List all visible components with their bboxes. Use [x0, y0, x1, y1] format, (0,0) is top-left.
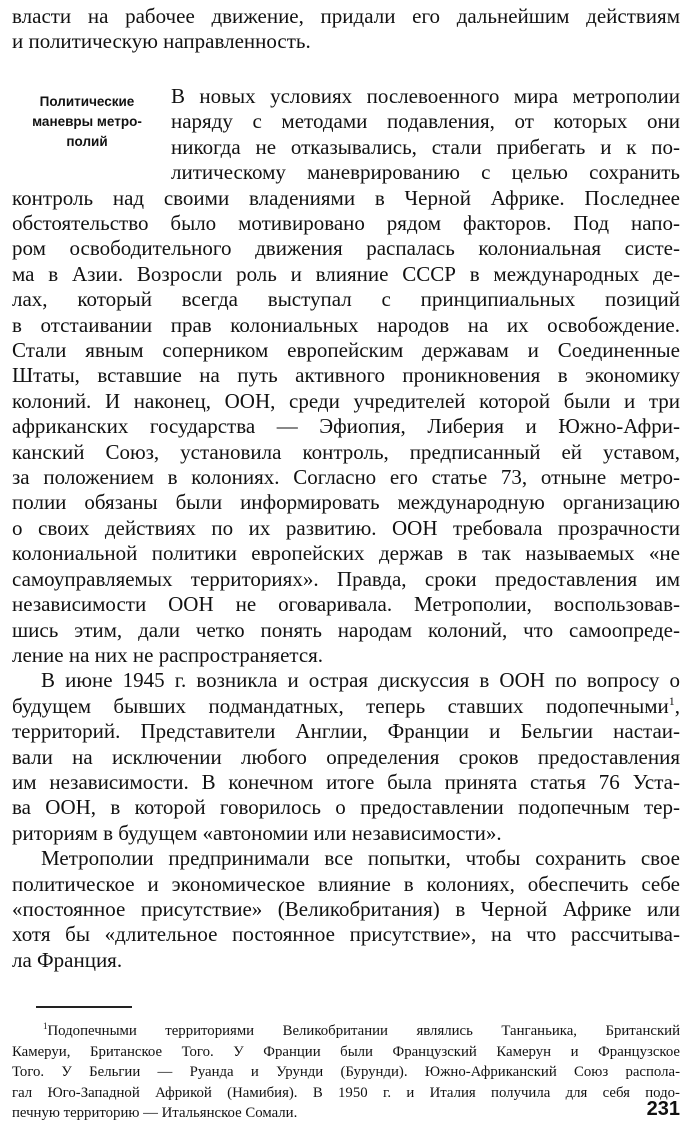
text-line: наряду с методами подавления, от которых они — [171, 109, 680, 134]
side-heading — [12, 92, 162, 152]
text-line: им независимости. В конечном итоге была принята статья 76 Уста- — [12, 769, 680, 794]
footnote-line: Того. У Бельгии — Руанда и Урунди (Бурунди). Южно-Африканский Союз распола- — [12, 1064, 680, 1081]
text-line: В июне 1945 г. возникла и острая дискуссия в ООН по вопросу о — [41, 668, 680, 693]
text-line: контроль над своими владениями в Черной Африке. Последнее — [12, 185, 680, 210]
footnote-text: Подопечными территориями Великобритании являлись Танганьика, Британский — [47, 1023, 680, 1039]
text-line: лах, который всегда выступал с принципиальных позиций — [12, 287, 680, 312]
page-number: 231 — [646, 1098, 680, 1120]
text-line: ла Франция. — [12, 947, 123, 972]
footnote-line — [12, 1016, 680, 1042]
main-text — [12, 186, 680, 974]
text-line: ление на них не распространяется. — [12, 642, 324, 667]
text-line: ма в Азии. Возросли роль и влияние СССР в международных де- — [12, 261, 680, 286]
text-line: колониальной политики европейских держав в так называемых «не — [12, 541, 680, 566]
side-heading-line: полий — [66, 134, 108, 149]
paragraph-postwar — [12, 186, 680, 669]
footnote-divider — [36, 1006, 132, 1008]
text-line: власти на рабочее движение, придали его дальнейшим действиям — [12, 4, 680, 28]
text-line: Штаты, вставшие на путь активного проникновения в экономику — [12, 363, 680, 388]
text-line: канский Союз, установила контроль, предписанный ей уставом, — [12, 439, 680, 464]
text-line: политическое и экономическое влияние в колониях, обеспечить себе — [12, 871, 680, 896]
text-line: полии обязаны были информировать международную организацию — [12, 490, 680, 515]
footnote-number: 1 — [43, 1021, 48, 1031]
footnote-line: печную территорию — Итальянское Сомали. — [12, 1105, 298, 1122]
paragraph-june-1945 — [12, 668, 680, 846]
paragraph-continued — [12, 4, 680, 55]
text-line: независимости ООН не оговаривала. Метрополии, воспользовав- — [12, 592, 680, 617]
text-line: никогда не отказывались, стали прибегать и к по- — [171, 134, 680, 159]
text-line-with-footnote: будущем бывших подмандатных, теперь ставших подопечными$^1$, — [12, 693, 680, 718]
text-line: обстоятельство было мотивировано рядом факторов. Под напо- — [12, 211, 680, 235]
text-line: риториям в будущем «автономии или независимости». — [12, 820, 502, 845]
footnote-line: гал Юго-Западной Африкой (Намибия). В 1950 г. и Италия получила для себя подо- — [12, 1084, 680, 1101]
text-line: литическому маневрированию с целью сохранить — [171, 160, 680, 185]
text-line: за положением в колониях. Согласно его статье 73, отныне метро- — [12, 465, 680, 490]
text-line: Стали явным соперником европейским державам и Соединенные — [12, 338, 680, 363]
text-line: «постоянное присутствие» (Великобритания) в Черной Африке или — [12, 896, 680, 921]
text-line: в отстаивании прав колониальных народов на их освобождение. — [12, 312, 680, 337]
text-line: и политическую направленность. — [12, 29, 311, 54]
text-line: ва ООН, в которой говорилось о предоставлении подопечным тер- — [12, 795, 680, 820]
paragraph-beside-heading — [171, 84, 680, 186]
text-line: Метрополии предпринимали все попытки, чтобы сохранить свое — [41, 846, 680, 871]
footnote-line: Камеруи, Британское Того. У Франции были Французский Камерун и Французское — [12, 1043, 680, 1060]
text-line: африканских государства — Эфиопия, Либерия и Южно-Афри- — [12, 414, 680, 439]
text-fragment: будущем бывших подмандатных, теперь ставших подопечными — [12, 693, 669, 718]
side-heading-line: Политические — [39, 94, 135, 109]
paragraph-metropolies — [12, 846, 680, 973]
side-heading-line: маневры метро- — [32, 114, 142, 129]
text-line: шись этим, дали четко понять народам колоний, что самоопреде- — [12, 617, 680, 642]
text-line: вали на исключении любого определения сроков предоставления — [12, 744, 680, 769]
text-line: территорий. Представители Англии, Франции и Бельгии настаи- — [12, 719, 680, 744]
footnote-marker: 1 — [668, 693, 675, 708]
text-line: ром освободительного движения распалась колониальная систе- — [12, 236, 680, 261]
text-line: колоний. И наконец, ООН, среди учредителей которой были и три — [12, 388, 680, 413]
text-line: хотя бы «длительное постоянное присутствие», на что рассчитыва- — [12, 922, 680, 947]
footnote — [12, 1016, 680, 1124]
text-line: самоуправляемых территориях». Правда, сроки предоставления им — [12, 566, 680, 591]
book-page — [12, 0, 680, 1139]
text-line: В новых условиях послевоенного мира метрополии — [171, 84, 680, 108]
text-line: о своих действиях по их развитию. ООН требовала прозрачности — [12, 515, 680, 540]
